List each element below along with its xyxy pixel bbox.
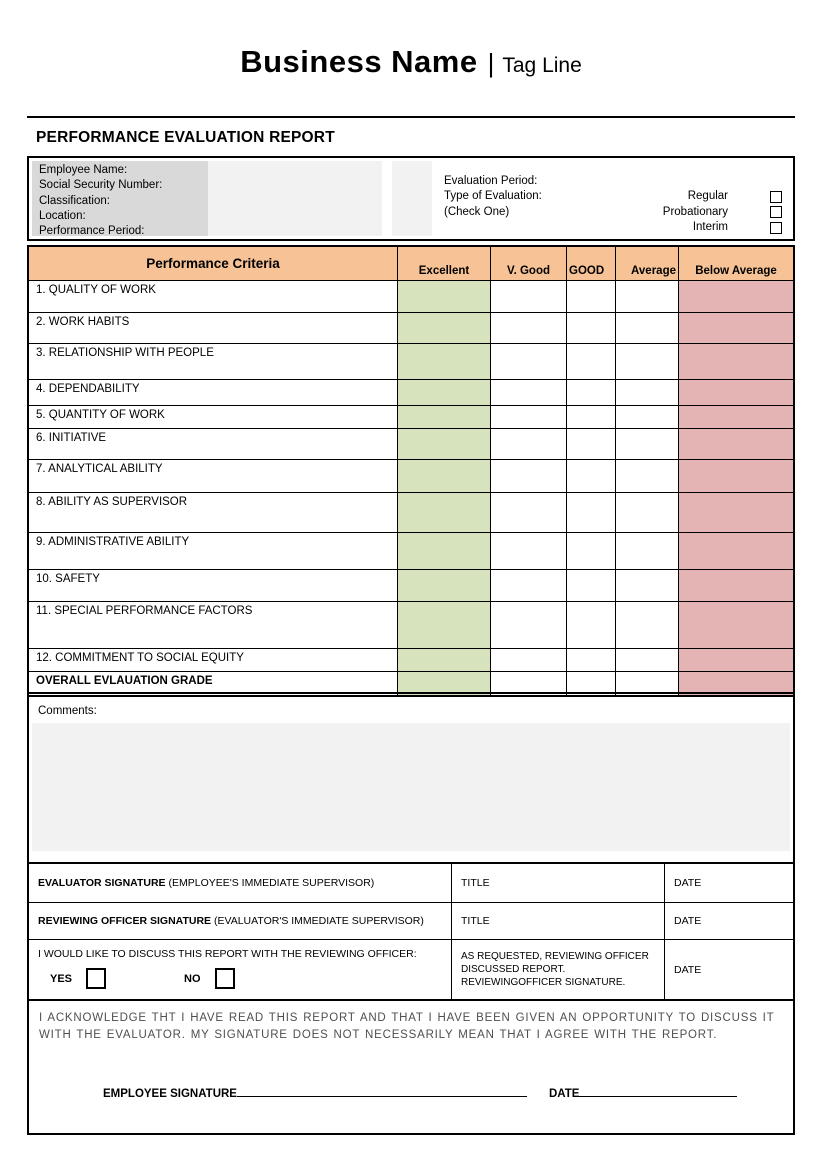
table-row <box>29 569 793 601</box>
rating-cell-v-good[interactable] <box>490 281 566 312</box>
rating-cell-below-average[interactable] <box>678 380 793 405</box>
rating-cell-v-good[interactable] <box>490 344 566 379</box>
rating-cell-excellent[interactable] <box>397 429 490 459</box>
date-label: DATE <box>548 1088 580 1100</box>
rating-cell-v-good[interactable] <box>490 380 566 405</box>
employee-name-label: Employee Name: <box>39 164 128 176</box>
comments-box <box>27 692 795 862</box>
header-v-good: V. Good <box>490 247 566 280</box>
rating-cell-excellent[interactable] <box>397 602 490 648</box>
tag-line: Tag Line <box>502 54 582 77</box>
evaluator-signature-cell[interactable] <box>29 864 451 902</box>
rating-cell-average[interactable] <box>615 533 678 569</box>
rating-cell-v-good[interactable] <box>490 460 566 492</box>
rating-cell-excellent[interactable] <box>397 313 490 343</box>
header-average: Average <box>615 247 678 280</box>
header-below-average: Below Average <box>678 247 793 280</box>
table-row <box>29 532 793 569</box>
evaluation-type-labels <box>444 174 542 236</box>
yes-no-row <box>38 968 451 989</box>
rating-cell-excellent[interactable] <box>397 344 490 379</box>
masthead <box>0 44 822 80</box>
rating-cell-below-average[interactable] <box>678 281 793 312</box>
criteria-label: 5. QUANTITY OF WORK <box>36 409 165 421</box>
criteria-label: 12. COMMITMENT TO SOCIAL EQUITY <box>36 652 244 664</box>
rating-cell-good[interactable] <box>566 460 615 492</box>
interim-checkbox[interactable] <box>770 222 782 234</box>
discuss-date-cell[interactable] <box>664 940 793 999</box>
regular-label: Regular <box>687 190 728 203</box>
rating-cell-average[interactable] <box>615 429 678 459</box>
evaluation-type-block <box>432 161 790 236</box>
rating-cell-below-average[interactable] <box>678 406 793 428</box>
rating-cell-good[interactable] <box>566 570 615 601</box>
rating-cell-average[interactable] <box>615 406 678 428</box>
rating-cell-excellent[interactable] <box>397 649 490 671</box>
employee-signature-line[interactable] <box>237 1086 527 1097</box>
interim-label: Interim <box>692 220 728 233</box>
employee-info-fill-area[interactable] <box>208 161 382 236</box>
table-row <box>29 428 793 459</box>
rating-cell-below-average[interactable] <box>678 460 793 492</box>
table-row <box>29 379 793 405</box>
rating-cell-good[interactable] <box>566 429 615 459</box>
rating-cell-good[interactable] <box>566 649 615 671</box>
date-label: DATE <box>674 963 702 976</box>
rating-cell-good[interactable] <box>566 344 615 379</box>
page-title: PERFORMANCE EVALUATION REPORT <box>36 129 335 146</box>
rating-cell-average[interactable] <box>615 380 678 405</box>
rating-cell-below-average[interactable] <box>678 493 793 532</box>
rating-cell-excellent[interactable] <box>397 281 490 312</box>
reviewing-officer-signature-label: REVIEWING OFFICER SIGNATURE <box>38 915 212 927</box>
rating-cell-good[interactable] <box>566 533 615 569</box>
performance-period-label: Performance Period: <box>39 225 145 238</box>
no-label: NO <box>184 972 201 985</box>
rating-cell-good[interactable] <box>566 493 615 532</box>
header-good: GOOD <box>566 247 615 280</box>
reviewing-officer-date-cell[interactable] <box>664 903 793 939</box>
rating-cell-good[interactable] <box>566 406 615 428</box>
table-row <box>29 343 793 379</box>
rating-cell-v-good[interactable] <box>490 429 566 459</box>
table-row <box>29 601 793 648</box>
rating-cell-v-good[interactable] <box>490 570 566 601</box>
rating-cell-v-good[interactable] <box>490 533 566 569</box>
rating-cell-below-average[interactable] <box>678 649 793 671</box>
rating-cell-v-good[interactable] <box>490 313 566 343</box>
rating-cell-average[interactable] <box>615 570 678 601</box>
table-row <box>29 312 793 343</box>
rating-cell-average[interactable] <box>615 493 678 532</box>
date-label: DATE <box>674 915 702 927</box>
criteria-label: 2. WORK HABITS <box>36 316 130 328</box>
rating-cell-below-average[interactable] <box>678 344 793 379</box>
option-regular <box>663 189 782 204</box>
rating-cell-good[interactable] <box>566 380 615 405</box>
discuss-report-cell <box>29 940 451 999</box>
rating-cell-v-good[interactable] <box>490 649 566 671</box>
as-requested-note: AS REQUESTED, REVIEWING OFFICER DISCUSSED REPORT. REVIEWINGOFFICER SIGNATURE. <box>451 940 664 999</box>
criteria-label: 6. INITIATIVE <box>36 432 107 444</box>
table-row <box>29 648 793 671</box>
rating-cell-below-average[interactable] <box>678 533 793 569</box>
criteria-label: 9. ADMINISTRATIVE ABILITY <box>36 536 190 548</box>
option-probationary <box>663 205 782 220</box>
rating-cell-v-good[interactable] <box>490 602 566 648</box>
overall-grade-label: OVERALL EVLAUATION GRADE <box>36 675 213 687</box>
criteria-label: 1. QUALITY OF WORK <box>36 284 156 296</box>
regular-checkbox[interactable] <box>770 191 782 203</box>
rating-cell-excellent[interactable] <box>397 380 490 405</box>
evaluator-date-cell[interactable] <box>664 864 793 902</box>
no-checkbox[interactable] <box>215 968 235 989</box>
criteria-label: 11. SPECIAL PERFORMANCE FACTORS <box>36 605 253 617</box>
rating-cell-average[interactable] <box>615 313 678 343</box>
rating-table <box>27 245 795 697</box>
criteria-label: 10. SAFETY <box>36 573 100 585</box>
employee-info-box <box>27 156 795 241</box>
criteria-label: 4. DEPENDABILITY <box>36 383 140 395</box>
table-row <box>29 405 793 428</box>
reviewing-officer-signature-sublabel: (EVALUATOR'S IMMEDIATE SUPERVISOR) <box>213 915 424 927</box>
date-line[interactable] <box>579 1086 737 1097</box>
evaluator-signature-sublabel: (EMPLOYEE'S IMMEDIATE SUPERVISOR) <box>168 877 375 889</box>
evaluation-period-label: Evaluation Period: <box>444 175 538 187</box>
employee-info-small-fill-area[interactable] <box>392 161 432 236</box>
evaluator-signature-label: EVALUATOR SIGNATURE <box>38 877 166 889</box>
rating-cell-good[interactable] <box>566 281 615 312</box>
evaluator-title-cell[interactable] <box>451 864 664 902</box>
rating-cell-v-good[interactable] <box>490 493 566 532</box>
discuss-report-row <box>29 939 793 999</box>
table-row <box>29 492 793 532</box>
ssn-label: Social Security Number: <box>39 179 163 192</box>
rating-cell-average[interactable] <box>615 281 678 312</box>
criteria-label: 3. RELATIONSHIP WITH PEOPLE <box>36 347 214 359</box>
criteria-label: 7. ANALYTICAL ABILITY <box>36 463 163 475</box>
yes-checkbox[interactable] <box>86 968 106 989</box>
table-row <box>29 280 793 312</box>
rating-cell-below-average[interactable] <box>678 313 793 343</box>
criteria-label: 8. ABILITY AS SUPERVISOR <box>36 496 188 508</box>
rating-table-header <box>29 247 793 280</box>
comments-input-area[interactable] <box>32 723 790 851</box>
location-label: Location: <box>39 209 86 222</box>
rating-cell-average[interactable] <box>615 460 678 492</box>
rating-cell-excellent[interactable] <box>397 533 490 569</box>
probationary-label: Probationary <box>662 205 728 218</box>
employee-signature-row <box>103 1086 781 1100</box>
comments-label: Comments: <box>38 705 97 717</box>
discuss-question: I WOULD LIKE TO DISCUSS THIS REPORT WITH THE REVIEWING OFFICER: <box>38 948 417 960</box>
type-of-evaluation-label: Type of Evaluation: <box>444 190 542 203</box>
header-excellent: Excellent <box>397 247 490 280</box>
reviewing-officer-signature-cell[interactable] <box>29 903 451 939</box>
reviewing-officer-title-cell[interactable] <box>451 903 664 939</box>
rating-cell-excellent[interactable] <box>397 493 490 532</box>
date-label: DATE <box>674 877 702 889</box>
header-performance-criteria: Performance Criteria <box>146 256 280 271</box>
info-gap <box>382 161 392 236</box>
business-name: Business Name <box>240 44 478 79</box>
rating-cell-good[interactable] <box>566 313 615 343</box>
option-interim <box>663 220 782 235</box>
rating-cell-excellent[interactable] <box>397 460 490 492</box>
rating-cell-below-average[interactable] <box>678 429 793 459</box>
rating-cell-excellent[interactable] <box>397 570 490 601</box>
reviewing-officer-signature-row <box>29 902 793 939</box>
table-row <box>29 459 793 492</box>
acknowledgment-box <box>27 997 795 1135</box>
rating-cell-good[interactable] <box>566 602 615 648</box>
employee-info-labels <box>32 161 208 236</box>
rating-cell-below-average[interactable] <box>678 602 793 648</box>
probationary-checkbox[interactable] <box>770 206 782 218</box>
rating-cell-excellent[interactable] <box>397 406 490 428</box>
rating-cell-v-good[interactable] <box>490 406 566 428</box>
rating-cell-average[interactable] <box>615 344 678 379</box>
yes-label: YES <box>50 972 73 985</box>
rating-cell-average[interactable] <box>615 649 678 671</box>
header-divider <box>27 116 795 118</box>
rating-cell-below-average[interactable] <box>678 570 793 601</box>
employee-signature-label: EMPLOYEE SIGNATURE <box>103 1088 237 1100</box>
check-one-label: (Check One) <box>444 205 510 218</box>
rating-cell-average[interactable] <box>615 602 678 648</box>
signature-table <box>27 862 795 1001</box>
title-label: TITLE <box>461 877 490 889</box>
title-separator: | <box>487 48 495 78</box>
acknowledgment-text: I ACKNOWLEDGE THT I HAVE READ THIS REPORT AND THAT I HAVE BEEN GIVEN AN OPPORTUNITY TO DISCUSS IT WITH THE EVALUATOR. MY SIGNATURE DOES NOT NECESSARILY MEAN THAT I AGREE WITH THE REPORT. <box>39 1012 775 1041</box>
title-label: TITLE <box>461 915 490 927</box>
evaluator-signature-row <box>29 864 793 902</box>
evaluation-type-options <box>663 174 782 236</box>
classification-label: Classification: <box>39 194 110 207</box>
